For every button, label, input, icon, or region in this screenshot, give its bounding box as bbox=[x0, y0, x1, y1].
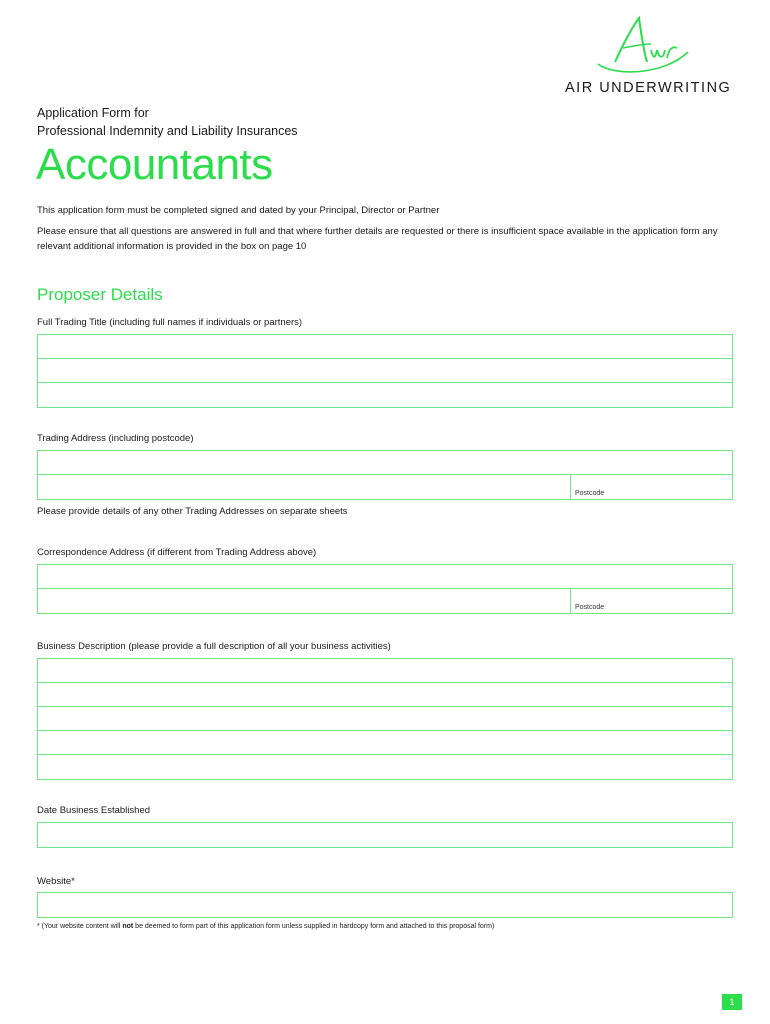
website-input[interactable] bbox=[38, 893, 732, 917]
correspondence-address-row bbox=[38, 565, 732, 589]
air-underwriting-logo bbox=[561, 14, 737, 100]
date-established-label: Date Business Established bbox=[37, 805, 151, 816]
footnote-text-before: * (Your website content will bbox=[37, 923, 123, 930]
business-description-row bbox=[38, 707, 732, 731]
trading-address-label: Trading Address (including postcode) bbox=[37, 433, 194, 444]
trading-postcode-label: Postcode bbox=[575, 490, 605, 497]
business-description-row bbox=[38, 683, 732, 707]
website-box bbox=[37, 892, 733, 918]
date-established-box bbox=[37, 822, 733, 848]
business-description-input-5[interactable] bbox=[38, 755, 732, 779]
trading-title-input-1[interactable] bbox=[38, 335, 732, 358]
brand-name: AIR UNDERWRITING bbox=[565, 80, 732, 96]
trading-title-input-3[interactable] bbox=[38, 383, 732, 407]
website-row bbox=[38, 893, 732, 917]
correspondence-address-input-1[interactable] bbox=[38, 565, 732, 588]
trading-title-row bbox=[38, 335, 732, 359]
trading-address-box bbox=[37, 450, 733, 500]
form-subtitle-line1: Application Form for bbox=[37, 106, 149, 120]
trading-postcode-field[interactable] bbox=[570, 475, 732, 499]
business-description-input-3[interactable] bbox=[38, 707, 732, 730]
date-established-input[interactable] bbox=[38, 823, 732, 847]
trading-title-row bbox=[38, 383, 732, 407]
business-description-input-2[interactable] bbox=[38, 683, 732, 706]
correspondence-address-input-2[interactable] bbox=[38, 589, 570, 613]
trading-title-row bbox=[38, 359, 732, 383]
footnote-bold: not bbox=[122, 923, 134, 930]
footnote-text-after: be deemed to form part of this application form unless supplied in hardcopy form and attached to this proposal form) bbox=[133, 923, 495, 930]
business-description-input-4[interactable] bbox=[38, 731, 732, 754]
business-description-label: Business Description (please provide a full description of all your business activities) bbox=[37, 641, 391, 652]
website-footnote bbox=[37, 923, 494, 930]
business-description-box bbox=[37, 658, 733, 780]
page-number: 1 bbox=[722, 994, 742, 1010]
trading-address-input-1[interactable] bbox=[38, 451, 732, 474]
business-description-input-1[interactable] bbox=[38, 659, 732, 682]
business-description-row bbox=[38, 659, 732, 683]
trading-title-box bbox=[37, 334, 733, 408]
form-subtitle-line2: Professional Indemnity and Liability Insurances bbox=[37, 124, 298, 138]
instruction-complete: Please ensure that all questions are answered in full and that where further details are requested or there is insufficient space available in the application form any relevant additional information is provided in the box on page 10 bbox=[37, 226, 718, 252]
trading-address-row bbox=[38, 475, 732, 499]
correspondence-address-label: Correspondence Address (if different from Trading Address above) bbox=[37, 547, 317, 558]
instruction-signature: This application form must be completed signed and dated by your Principal, Director or Partner bbox=[37, 205, 440, 216]
date-established-row bbox=[38, 823, 732, 847]
section-title: Proposer Details bbox=[37, 285, 163, 304]
business-description-row bbox=[38, 731, 732, 755]
air-swoosh-icon bbox=[593, 14, 693, 78]
correspondence-postcode-field[interactable] bbox=[570, 589, 732, 613]
trading-address-input-2[interactable] bbox=[38, 475, 570, 499]
business-description-row bbox=[38, 755, 732, 779]
correspondence-postcode-label: Postcode bbox=[575, 604, 605, 611]
trading-title-label: Full Trading Title (including full names if individuals or partners) bbox=[37, 317, 303, 328]
website-label: Website* bbox=[37, 876, 75, 887]
trading-address-row bbox=[38, 451, 732, 475]
other-addresses-note: Please provide details of any other Trading Addresses on separate sheets bbox=[37, 506, 348, 517]
trading-title-input-2[interactable] bbox=[38, 359, 732, 382]
correspondence-address-box bbox=[37, 564, 733, 614]
page-title: Accountants bbox=[36, 140, 273, 189]
correspondence-address-row bbox=[38, 589, 732, 613]
